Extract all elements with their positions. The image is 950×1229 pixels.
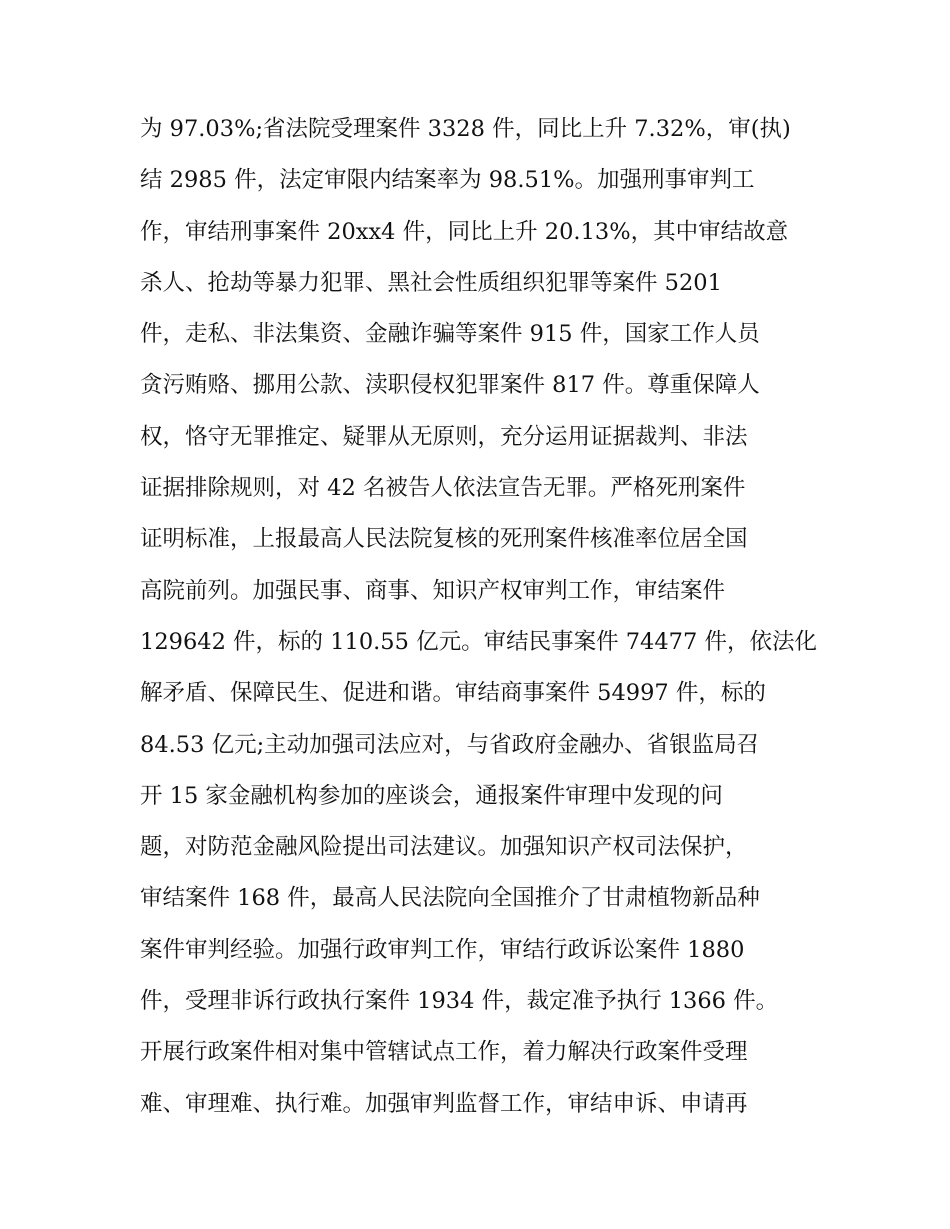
text-line: 件，受理非诉行政执行案件 1934 件，裁定准予执行 1366 件。	[140, 988, 779, 1015]
text-line: 难、审理难、执行难。加强审判监督工作，审结申诉、申请再	[140, 1090, 748, 1117]
text-line: 开 15 家金融机构参加的座谈会，通报案件审理中发现的问	[140, 782, 723, 809]
text-line: 案件审判经验。加强行政审判工作，审结行政诉讼案件 1880	[140, 936, 745, 963]
text-line: 开展行政案件相对集中管辖试点工作，着力解决行政案件受理	[140, 1039, 748, 1066]
text-line: 解矛盾、保障民生、促进和谐。审结商事案件 54997 件，标的	[140, 680, 766, 707]
text-line: 为 97.03%;省法院受理案件 3328 件，同比上升 7.32%，审(执)	[140, 116, 791, 142]
text-line: 件，走私、非法集资、金融诈骗等案件 915 件，国家工作人员	[140, 321, 760, 348]
text-line: 题，对防范金融风险提出司法建议。加强知识产权司法保护，	[140, 834, 748, 861]
text-line: 审结案件 168 件，最高人民法院向全国推介了甘肃植物新品种	[140, 885, 760, 912]
text-line: 84.53 亿元;主动加强司法应对，与省政府金融办、省银监局召	[140, 731, 760, 758]
text-line: 贪污贿赂、挪用公款、渎职侵权犯罪案件 817 件。尊重保障人	[140, 372, 760, 399]
body-text	[140, 104, 840, 1130]
text-line: 证明标准，上报最高人民法院复核的死刑案件核准率位居全国	[140, 526, 748, 553]
text-line: 权，恪守无罪推定、疑罪从无原则，充分运用证据裁判、非法	[140, 423, 748, 450]
text-line: 证据排除规则，对 42 名被告人依法宣告无罪。严格死刑案件	[140, 475, 746, 502]
text-line: 结 2985 件，法定审限内结案率为 98.51%。加强刑事审判工	[140, 167, 755, 194]
text-line: 129642 件，标的 110.55 亿元。审结民事案件 74477 件，依法化	[140, 628, 817, 655]
text-line: 杀人、抢劫等暴力犯罪、黑社会性质组织犯罪等案件 5201	[140, 269, 722, 296]
text-line: 作，审结刑事案件 20xx4 件，同比上升 20.13%，其中审结故意	[140, 218, 789, 245]
text-line: 高院前列。加强民事、商事、知识产权审判工作，审结案件	[140, 577, 726, 604]
